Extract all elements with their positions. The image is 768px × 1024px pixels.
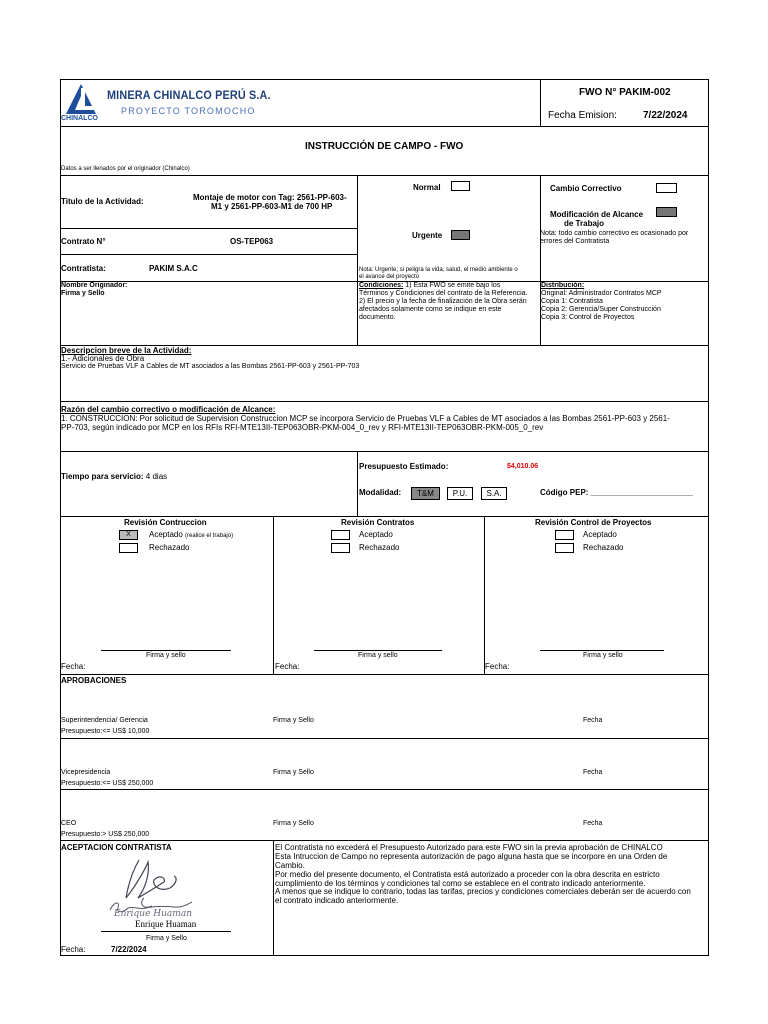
acceptance-text-3: Cambio.	[275, 861, 305, 870]
scope-label-2: de Trabajo	[564, 219, 605, 228]
approval-date: Fecha	[583, 769, 603, 776]
review-construction-sign: Firma y sello	[146, 652, 186, 659]
conditions-label: Condiciones:	[359, 282, 404, 289]
originator-label-2: Firma y Sello	[61, 290, 105, 297]
conditions-text-1: 1) Esta FWO se emite bajo los	[403, 282, 501, 289]
review-contracts-accepted-checkbox[interactable]	[331, 530, 350, 540]
approval-role: CEO	[61, 820, 77, 827]
distribution-line-3: Copia 2: Gerencia/Super Construcción	[541, 306, 661, 313]
signer-name: Enrique Huaman	[135, 919, 197, 929]
approval-sign: Firma y Sello	[273, 769, 314, 776]
acceptance-text-2: Esta Intruccion de Campo no representa autorización de pago alguna hasta que se incorpore en una Orden de	[275, 852, 668, 861]
logo-text: CHINALCO	[61, 115, 98, 122]
reason-label: Razón del cambio correctivo o modificación de Alcance:	[61, 405, 276, 414]
description-line-2: Servicio de Pruebas VLF a Cables de MT asociados a las Bombas 2561-PP-603 y 2561-PP-703	[61, 363, 360, 370]
review-project-control-rejected-checkbox[interactable]	[555, 543, 574, 553]
review-project-control-accepted-checkbox[interactable]	[555, 530, 574, 540]
budget-label: Presupuesto Estimado:	[359, 462, 449, 471]
modality-sa-button[interactable]: S.A.	[481, 487, 507, 500]
acceptance-text-7: el contrato indicado anteriormente.	[275, 896, 399, 905]
activity-title-label: Titulo de la Actividad:	[61, 197, 144, 206]
acceptance-text-6: A menos que se indique lo contrario, todas las tarifas, precios y condiciones comerciales deberán ser de acuerdo con	[275, 887, 691, 896]
corrective-checkbox[interactable]	[656, 183, 677, 193]
urgent-note-2: el avance del proyecto	[359, 274, 420, 280]
review-project-control-title: Revisión Control de Proyectos	[535, 518, 652, 527]
change-note-1: Nota: todo cambio correctivo es ocasionado por	[540, 230, 689, 237]
scope-label-1: Modificación de Alcance	[550, 210, 644, 219]
modality-tm-button[interactable]: T&M	[411, 487, 440, 500]
conditions-line-2: Términos y Condiciones del contrato de la Referencia.	[359, 290, 528, 297]
emission-label: Fecha Emision:	[548, 110, 617, 121]
review-contracts-sign: Firma y sello	[358, 652, 398, 659]
service-time-label: Tiempo para servicio:	[61, 472, 144, 481]
conditions-line-1	[359, 282, 500, 290]
emission-date: 7/22/2024	[643, 110, 688, 121]
description-label: Descripcion breve de la Actividad:	[61, 346, 192, 355]
acceptance-text-1: El Contratista no excederá el Presupuesto Autorizado para este FWO sin la previa aprobación de CHINALCO	[275, 843, 663, 852]
contractor-value: PAKIM S.A.C	[149, 264, 198, 273]
reason-line-1: 1. CONSTRUCCION: Por solicitud de Supervision Construccion MCP se incorpora Servicio de Pruebas VLF a Cables de MT asociados a las Bombas 2561-PP-603 y 2561-	[61, 414, 670, 423]
conditions-line-3: 2) El precio y la fecha de finalización de la Obra serán	[359, 298, 527, 305]
acceptance-text-4: Por medio del presente documento, el Contratista está autorizado a proceder con la obra descrita en estricto	[275, 870, 660, 879]
contractor-label: Contratista:	[61, 264, 106, 273]
approval-budget: Presupuesto:> US$ 250,000	[61, 831, 150, 838]
originator-note: Datos a ser llenados por el originador (Chinalco)	[61, 166, 190, 172]
signature-script: Enrique Huaman	[114, 909, 192, 919]
contractor-signature	[104, 852, 199, 920]
review-contracts-rejected-checkbox[interactable]	[331, 543, 350, 553]
project-name: PROYECTO TOROMOCHO	[121, 106, 256, 116]
fwo-number: FWO N° PAKIM-002	[579, 87, 671, 98]
urgent-checkbox[interactable]	[451, 230, 470, 240]
review-construction-rejected: Rechazado	[149, 543, 190, 552]
conditions-line-4: afectados solamente como se indique en este	[359, 306, 502, 313]
form-title: INSTRUCCIÓN DE CAMPO - FWO	[305, 141, 464, 152]
acceptance-title: ACEPTACION CONTRATISTA	[61, 843, 172, 852]
reason-line-2: PP-703, según indicado por MCP en los RFIs RFI-MTE13II-TEP063OBR-PKM-004_0_rev y RFI-MTE13II-TEP063OBR-PKM-005_0_rev	[61, 423, 544, 432]
service-time-value: 4 dias	[145, 472, 168, 481]
corrective-label: Cambio Correctivo	[550, 184, 622, 193]
contract-label: Contrato N°	[61, 237, 106, 246]
review-contracts-rejected: Rechazado	[359, 543, 400, 552]
distribution-line-4: Copia 3: Control de Proyectos	[541, 314, 635, 321]
scope-checkbox[interactable]	[656, 207, 677, 217]
modality-pu-button[interactable]: P.U.	[447, 487, 473, 500]
description-line-1: 1.- Adicionales de Obra	[61, 354, 145, 363]
acceptance-date-value: 7/22/2024	[111, 945, 147, 954]
review-contracts-accepted: Aceptado	[359, 530, 393, 539]
approval-sign: Firma y Sello	[273, 820, 314, 827]
review-construction-accepted-note: (realice el trabajo)	[185, 533, 234, 539]
review-project-control-sign: Firma y sello	[583, 652, 623, 659]
review-project-control-rejected: Rechazado	[583, 543, 624, 552]
approval-budget: Presupuesto:<= US$ 10,000	[61, 728, 150, 735]
approval-date: Fecha	[583, 717, 603, 724]
originator-label-1: Nombre Originador:	[61, 282, 128, 289]
modality-label: Modalidad:	[359, 488, 402, 497]
review-construction-rejected-checkbox[interactable]	[119, 543, 138, 553]
review-construction-accepted-label: Aceptado	[149, 530, 183, 539]
approval-role: Superintendencia/ Gerencia	[61, 717, 148, 724]
conditions-line-5: documento.	[359, 314, 396, 321]
distribution-line-1: Original: Administrador Contratos MCP	[541, 290, 662, 297]
distribution-label: Distribución:	[541, 282, 585, 289]
approvals-title: APROBACIONES	[61, 676, 127, 685]
activity-title-value-2: M1 y 2561-PP-603-M1 de 700 HP	[211, 202, 333, 211]
acceptance-date-label: Fecha:	[61, 945, 86, 954]
activity-title-value-1: Montaje de motor con Tag: 2561-PP-603-	[193, 193, 347, 202]
review-construction-accepted	[149, 530, 233, 541]
review-construction-accepted-checkbox[interactable]: X	[119, 530, 138, 540]
review-contracts-title: Revisión Contratos	[341, 518, 415, 527]
approval-date: Fecha	[583, 820, 603, 827]
review-project-control-date: Fecha:	[485, 662, 510, 671]
contract-value: OS-TEP063	[230, 237, 274, 246]
approval-role: Vicepresidencia	[61, 769, 111, 776]
urgent-label: Urgente	[412, 231, 443, 240]
service-time	[61, 472, 167, 481]
pep-code: Código PEP: _______________________	[540, 488, 693, 497]
normal-checkbox[interactable]	[451, 181, 470, 191]
review-contracts-date: Fecha:	[275, 662, 300, 671]
distribution-line-2: Copia 1: Contratista	[541, 298, 603, 305]
change-note-2: errores del Contratista	[540, 238, 610, 245]
urgent-note-1: Nota: Urgente; si peligra la vida, salud, el medio ambiente o	[359, 267, 518, 273]
review-project-control-accepted: Aceptado	[583, 530, 617, 539]
approval-budget: Presupuesto:<= US$ 250,000	[61, 780, 154, 787]
review-construction-date: Fecha:	[61, 662, 86, 671]
company-name: MINERA CHINALCO PERÚ S.A.	[107, 88, 271, 102]
acceptance-text-5: cumplimiento de los términos y condiciones tal como se establece en el contrato indicado anteriormente.	[275, 879, 646, 888]
budget-value: $4,010.06	[507, 463, 539, 470]
normal-label: Normal	[413, 183, 441, 192]
acceptance-sign-label: Firma y Sello	[146, 935, 187, 942]
review-construction-title: Revisión Contruccion	[124, 518, 207, 527]
approval-sign: Firma y Sello	[273, 717, 314, 724]
